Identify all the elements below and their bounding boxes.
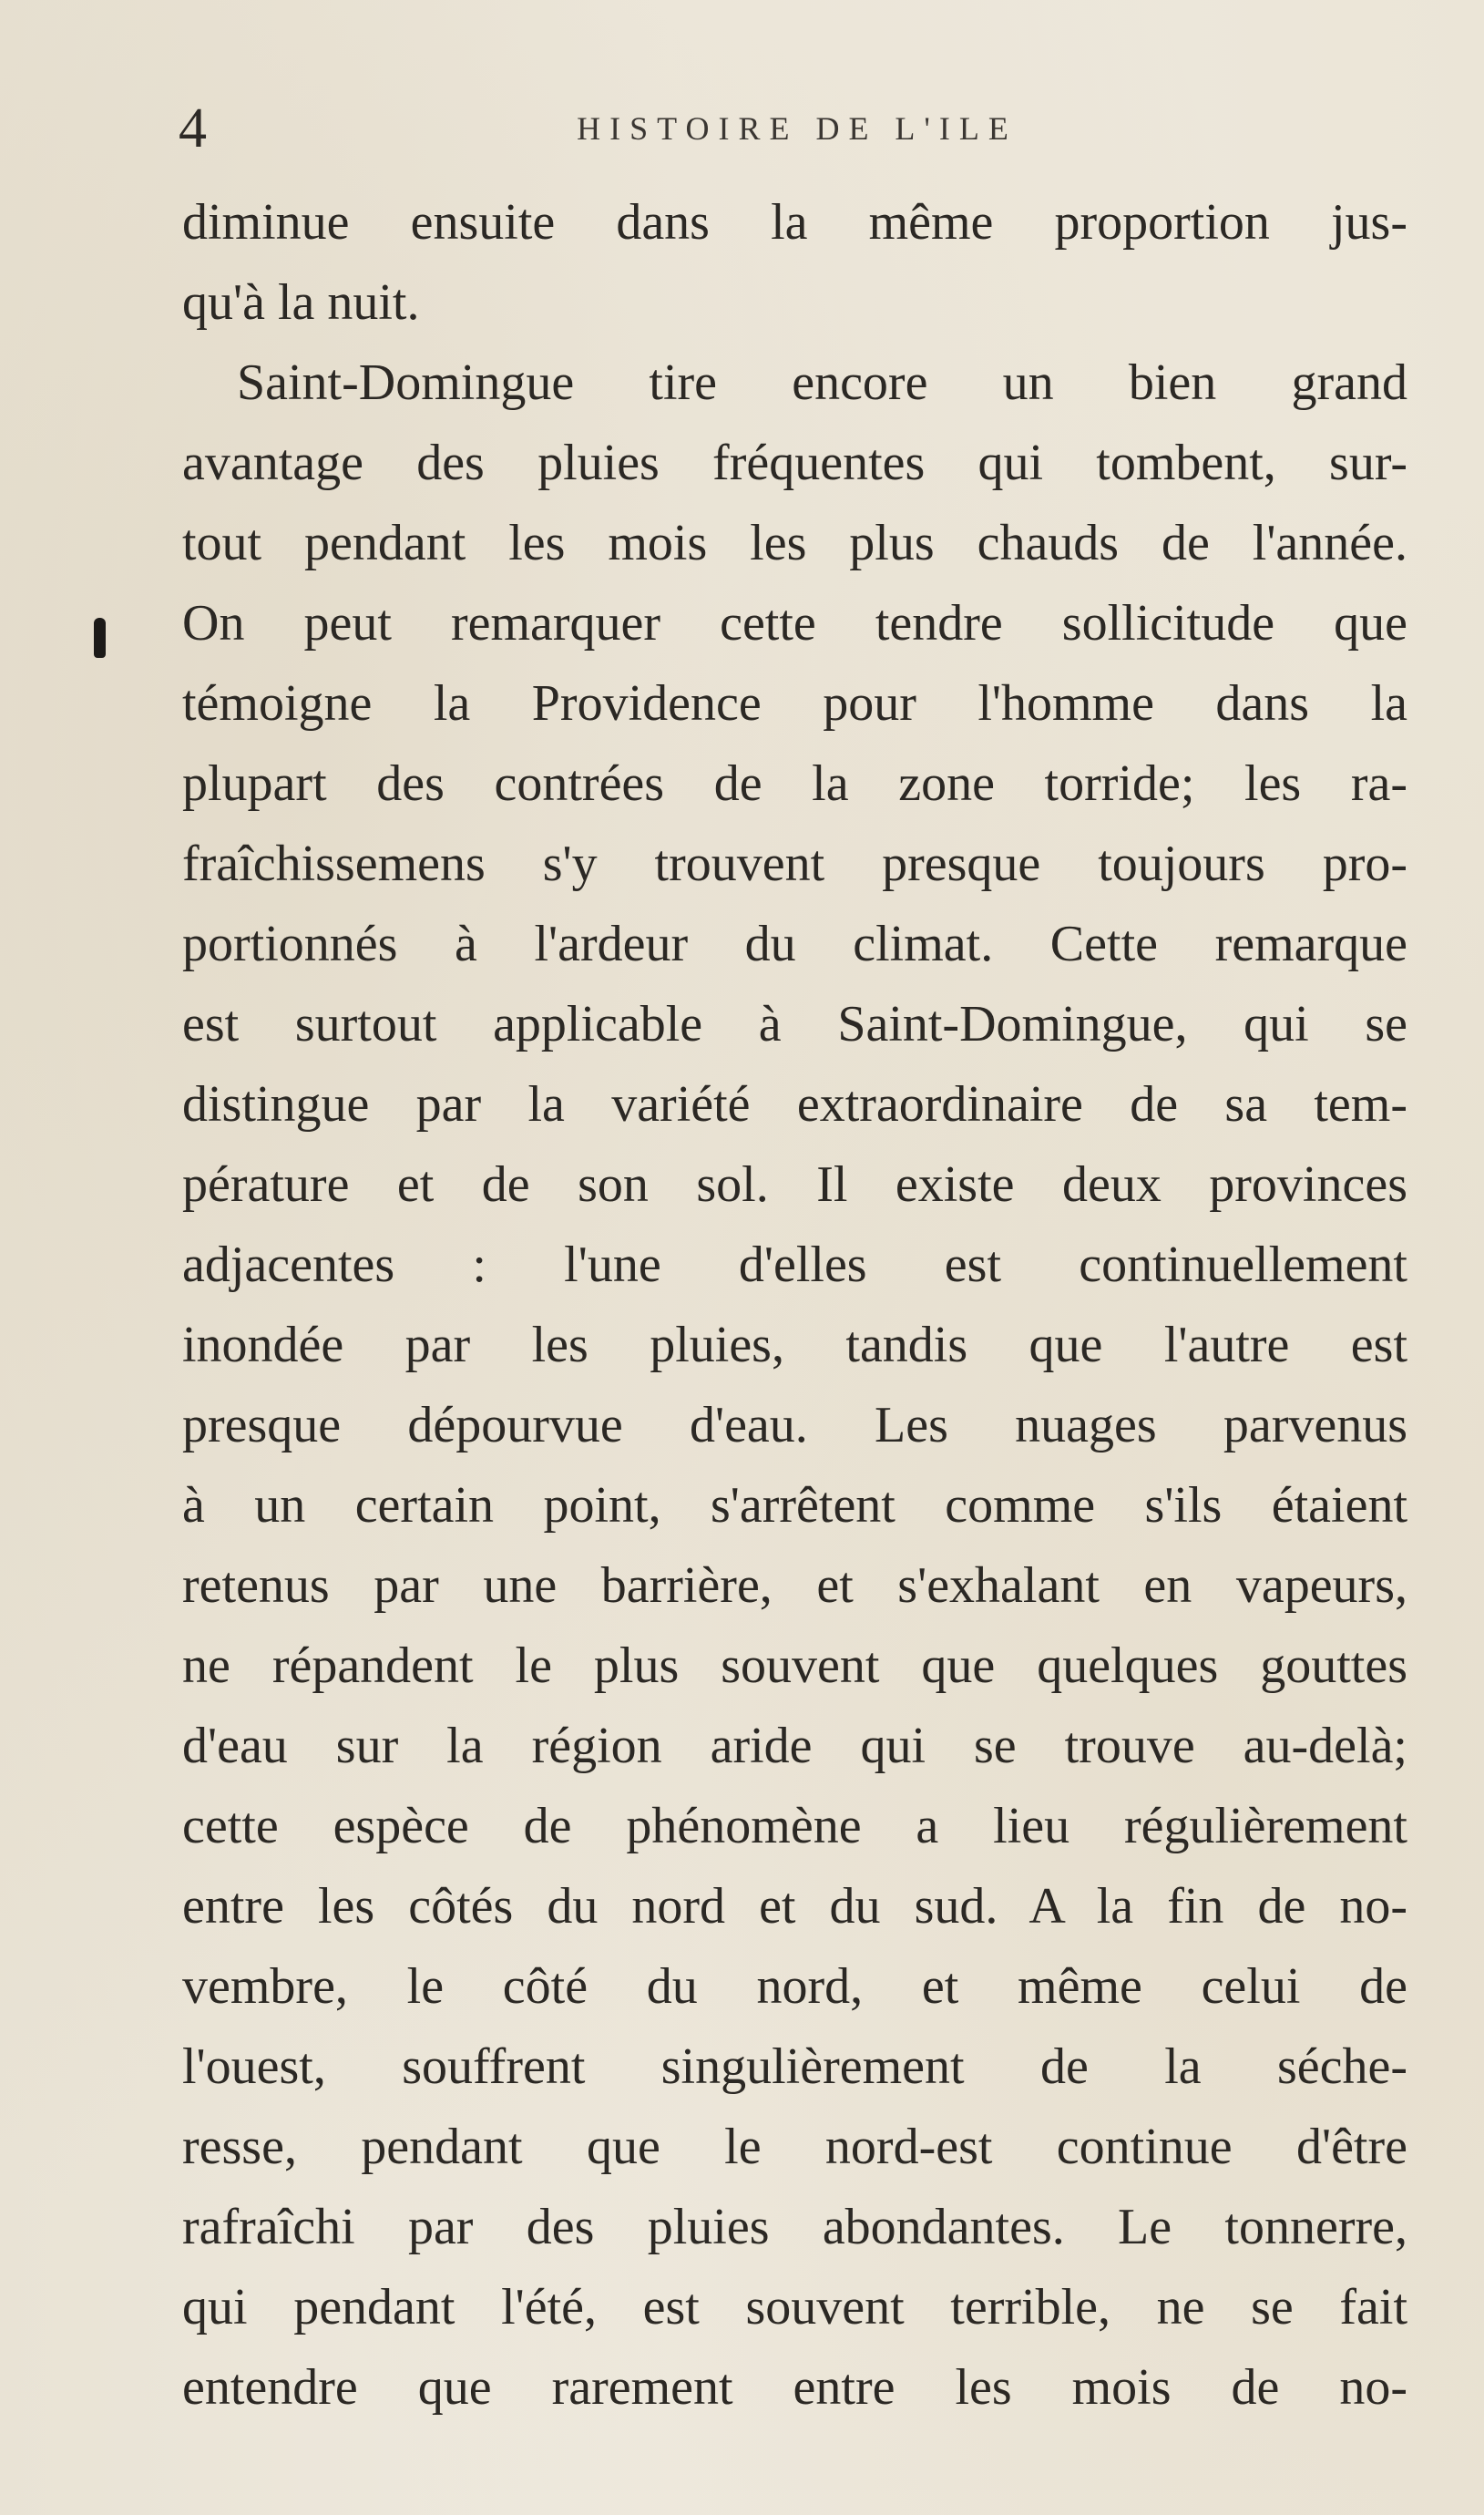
text-line: plupart des contrées de la zone torride; les ra-	[182, 755, 1407, 812]
text-line: qu'à la nuit.	[182, 274, 420, 331]
text-line: retenus par une barrière, et s'exhalant en vapeurs,	[182, 1557, 1407, 1614]
page-number: 4	[179, 98, 207, 159]
text-line: entendre que rarement entre les mois de no-	[182, 2359, 1407, 2416]
text-line: témoigne la Providence pour l'homme dans la	[182, 675, 1407, 732]
text-line: rafraîchi par des pluies abondantes. Le tonnerre,	[182, 2199, 1407, 2255]
text-line: adjacentes : l'une d'elles est continuellement	[182, 1237, 1407, 1293]
text-line: presque dépourvue d'eau. Les nuages parvenus	[182, 1397, 1407, 1453]
text-line: tout pendant les mois les plus chauds de l'année.	[182, 515, 1407, 571]
text-line: resse, pendant que le nord-est continue d'être	[182, 2119, 1407, 2175]
text-line: avantage des pluies fréquentes qui tombent, sur-	[182, 435, 1407, 491]
text-line: fraîchissemens s'y trouvent presque toujours pro-	[182, 836, 1407, 892]
paragraph-first-line: Saint-Domingue tire encore un bien grand	[237, 354, 1407, 411]
text-line: distingue par la variété extraordinaire de sa tem-	[182, 1076, 1407, 1133]
text-line: inondée par les pluies, tandis que l'autre est	[182, 1317, 1407, 1373]
text-line: pérature et de son sol. Il existe deux provinces	[182, 1156, 1407, 1213]
text-line: vembre, le côté du nord, et même celui de	[182, 1958, 1407, 2015]
text-line: diminue ensuite dans la même proportion jus-	[182, 194, 1407, 251]
text-line: entre les côtés du nord et du sud. A la fin de no-	[182, 1878, 1407, 1935]
text-line: ne répandent le plus souvent que quelques gouttes	[182, 1637, 1407, 1694]
text-line: d'eau sur la région aride qui se trouve au-delà;	[182, 1718, 1407, 1774]
running-title: HISTOIRE DE L'ILE	[577, 110, 1018, 147]
text-line: portionnés à l'ardeur du climat. Cette remarque	[182, 916, 1407, 972]
page-header	[173, 91, 1421, 164]
text-line: qui pendant l'été, est souvent terrible, ne se fait	[182, 2279, 1407, 2335]
text-line: l'ouest, souffrent singulièrement de la séche-	[182, 2038, 1407, 2095]
text-line: cette espèce de phénomène a lieu régulièrement	[182, 1798, 1407, 1854]
body-text	[182, 182, 1407, 2428]
text-line: On peut remarquer cette tendre sollicitude que	[182, 595, 1407, 652]
text-line: est surtout applicable à Saint-Domingue, qui se	[182, 996, 1407, 1052]
margin-mark-icon	[94, 618, 106, 658]
text-line: à un certain point, s'arrêtent comme s'ils étaient	[182, 1477, 1407, 1534]
